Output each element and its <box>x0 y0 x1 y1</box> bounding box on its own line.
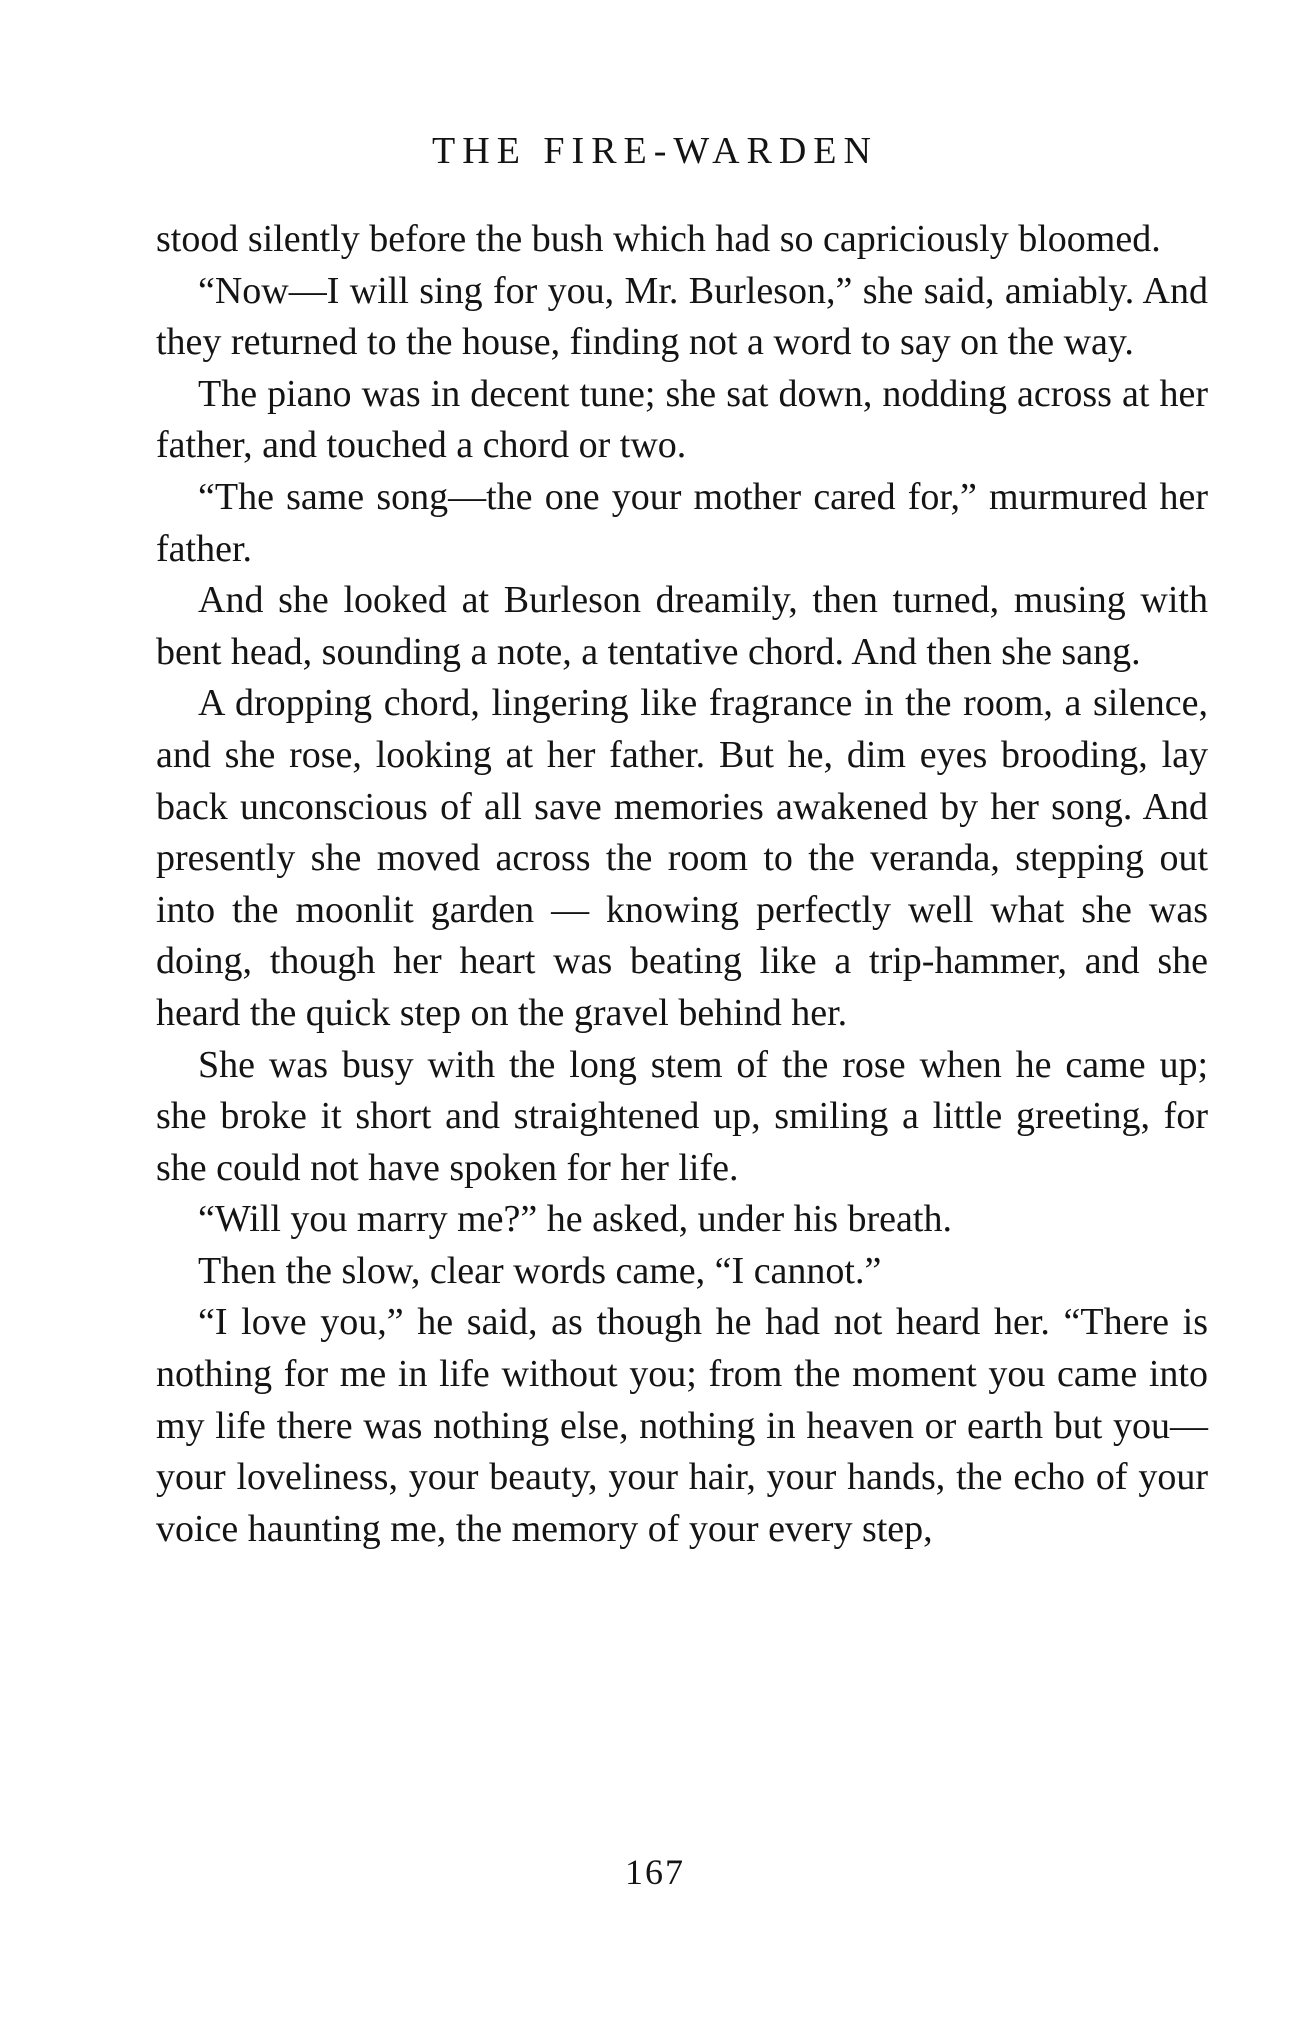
paragraph: “The same song—the one your mother cared for,” murmured her father. <box>156 475 1208 570</box>
body-text <box>156 214 1208 1555</box>
paragraph: stood silently before the bush which had so capriciously bloomed. <box>156 218 1161 260</box>
page-number: 167 <box>625 1852 685 1892</box>
running-head: THE FIRE-WARDEN <box>432 130 878 172</box>
paragraph: The piano was in decent tune; she sat down, nodding across at her father, and touched a chord or two. <box>156 372 1208 467</box>
paragraph: “Now—I will sing for you, Mr. Burleson,” she said, amiably. And they returned to the house, finding not a word to say on the way. <box>156 269 1208 364</box>
paragraph: A dropping chord, lingering like fragrance in the room, a silence, and she rose, looking at her father. But he, dim eyes brooding, lay back unconscious of all save memories awakened by her song. And presently she moved across the room to the veranda, stepping out into the moonlit garden — knowing perfectly well what she was doing, though her heart was beating like a trip-hammer, and she heard the quick step on the gravel behind her. <box>156 682 1208 1034</box>
paragraph: And she looked at Burleson dreamily, then turned, musing with bent head, sounding a note, a tentative chord. And then she sang. <box>156 579 1208 673</box>
paragraph: She was busy with the long stem of the rose when he came up; she broke it short and straightened up, smiling a little greeting, for she could not have spoken for her life. <box>156 1043 1208 1189</box>
paragraph: “I love you,” he said, as though he had not heard her. “There is nothing for me in life without you; from the moment you came into my life there was nothing else, nothing in heaven or earth but you—your loveliness, your beauty, your hair, your hands, the echo of your voice haunting me, the memory of your every step, <box>156 1301 1208 1550</box>
paragraph: “Will you marry me?” he asked, under his breath. <box>198 1198 952 1241</box>
paragraph: Then the slow, clear words came, “I cannot.” <box>198 1249 882 1292</box>
